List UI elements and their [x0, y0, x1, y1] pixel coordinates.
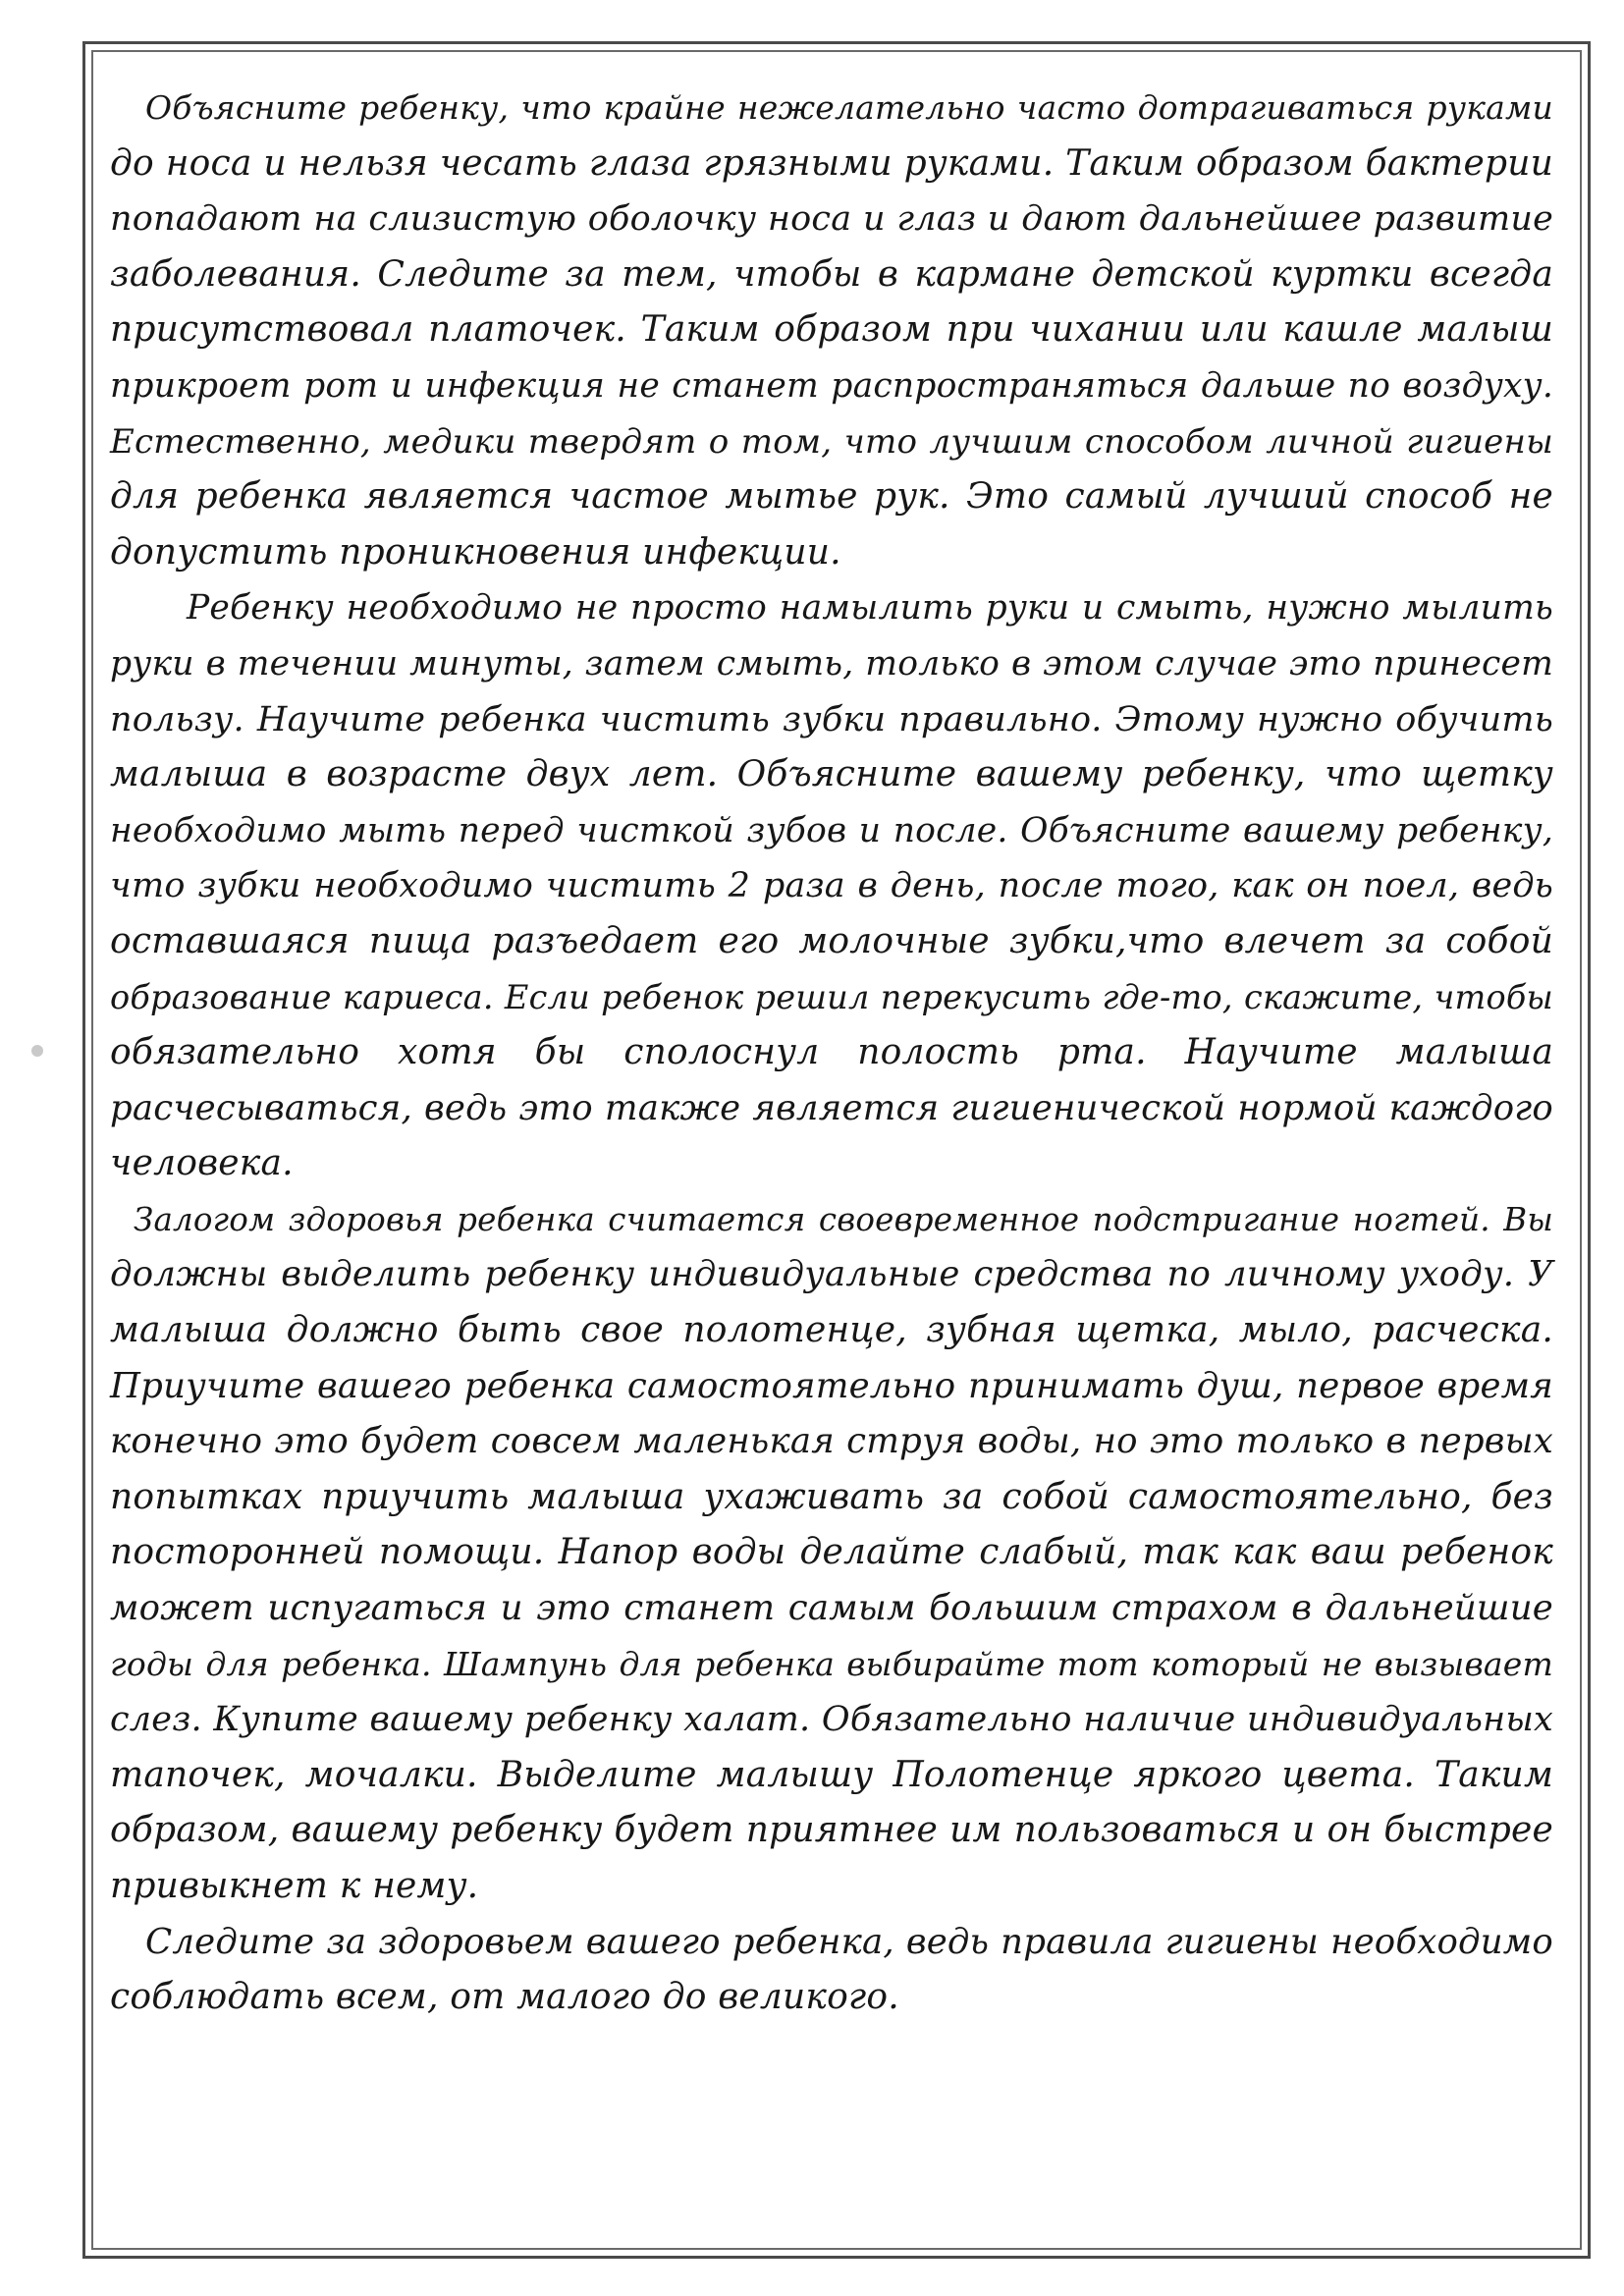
text-line: может испугаться и это станет самым большим страхом в дальнейшие	[110, 1588, 1553, 1629]
text-line: посторонней помощи. Напор воды делайте слабый, так как ваш ребенок	[110, 1532, 1553, 1573]
text-line: Естественно, медики твердят о том, что лучшим способом личной гигиены	[110, 421, 1553, 462]
text-line: соблюдать всем, от малого до великого.	[110, 1977, 899, 2018]
text-line: попытках приучить малыша ухаживать за собой самостоятельно, без	[110, 1476, 1553, 1517]
text-line: образование кариеса. Если ребенок решил перекусить где-то, скажите, чтобы	[110, 977, 1553, 1016]
text-line: заболевания. Следите за тем, чтобы в кармане детской куртки всегда	[110, 253, 1553, 295]
text-line: Ребенку необходимо не просто намылить руки и смыть, нужно мылить	[187, 588, 1553, 629]
text-line: Объясните ребенку, что крайне нежелательно часто дотрагиваться руками	[145, 88, 1553, 127]
text-line: руки в течении минуты, затем смыть, только в этом случае это принесет	[110, 643, 1553, 683]
text-line: конечно это будет совсем маленькая струя воды, но это только в первых	[110, 1421, 1553, 1462]
text-line: прикроет рот и инфекция не станет распространяться дальше по воздуху.	[110, 365, 1553, 406]
text-line: человека.	[110, 1143, 294, 1184]
text-line: Следите за здоровьем вашего ребенка, ведь правила гигиены необходимо	[145, 1921, 1553, 1962]
text-line: присутствовал платочек. Таким образом при чихании или кашле малыш	[110, 309, 1553, 351]
text-line: оставшаяся пища разъедает его молочные зубки,что влечет за собой	[110, 920, 1553, 961]
text-line: обязательно хотя бы сполоснул полость рта. Научите малыша	[110, 1032, 1553, 1073]
text-line: попадают на слизистую оболочку носа и глаз и дают дальнейшее развитие	[110, 199, 1553, 240]
text-line: Приучите вашего ребенка самостоятельно принимать душ, первое время	[110, 1365, 1553, 1406]
text-line: слез. Купите вашему ребенку халат. Обязательно наличие индивидуальных	[110, 1700, 1553, 1740]
text-line: допустить проникновения инфекции.	[110, 531, 841, 573]
text-line: тапочек, мочалки. Выделите малышу Полотенце яркого цвета. Таким	[110, 1754, 1553, 1795]
text-line: малыша в возрасте двух лет. Объясните вашему ребенку, что щетку	[110, 754, 1553, 795]
text-line: должны выделить ребенку индивидуальные средства по личному уходу. У	[110, 1254, 1553, 1295]
document-body	[110, 81, 1553, 2026]
text-line: расчесываться, ведь это также является гигиенической нормой каждого	[110, 1087, 1553, 1128]
text-line: для ребенка является частое мытье рук. Это самый лучший способ не	[110, 476, 1553, 518]
text-line: образом, вашему ребенку будет приятнее им пользоваться и он быстрее	[110, 1810, 1553, 1851]
text-line: Залогом здоровья ребенка считается своевременное подстригание ногтей. Вы	[134, 1200, 1553, 1238]
text-line: привыкнет к нему.	[110, 1866, 479, 1906]
text-line: что зубки необходимо чистить 2 раза в день, после того, как он поел, ведь	[110, 866, 1553, 906]
scan-artifact-dot	[31, 1045, 43, 1057]
text-line: пользу. Научите ребенка чистить зубки правильно. Этому нужно обучить	[110, 699, 1553, 739]
text-line: малыша должно быть свое полотенце, зубная щетка, мыло, расческа.	[110, 1310, 1553, 1351]
text-line: необходимо мыть перед чисткой зубов и после. Объясните вашему ребенку,	[110, 810, 1553, 850]
text-line: до носа и нельзя чесать глаза грязными руками. Таким образом бактерии	[110, 142, 1553, 184]
text-line: годы для ребенка. Шампунь для ребенка выбирайте тот который не вызывает	[110, 1644, 1553, 1683]
